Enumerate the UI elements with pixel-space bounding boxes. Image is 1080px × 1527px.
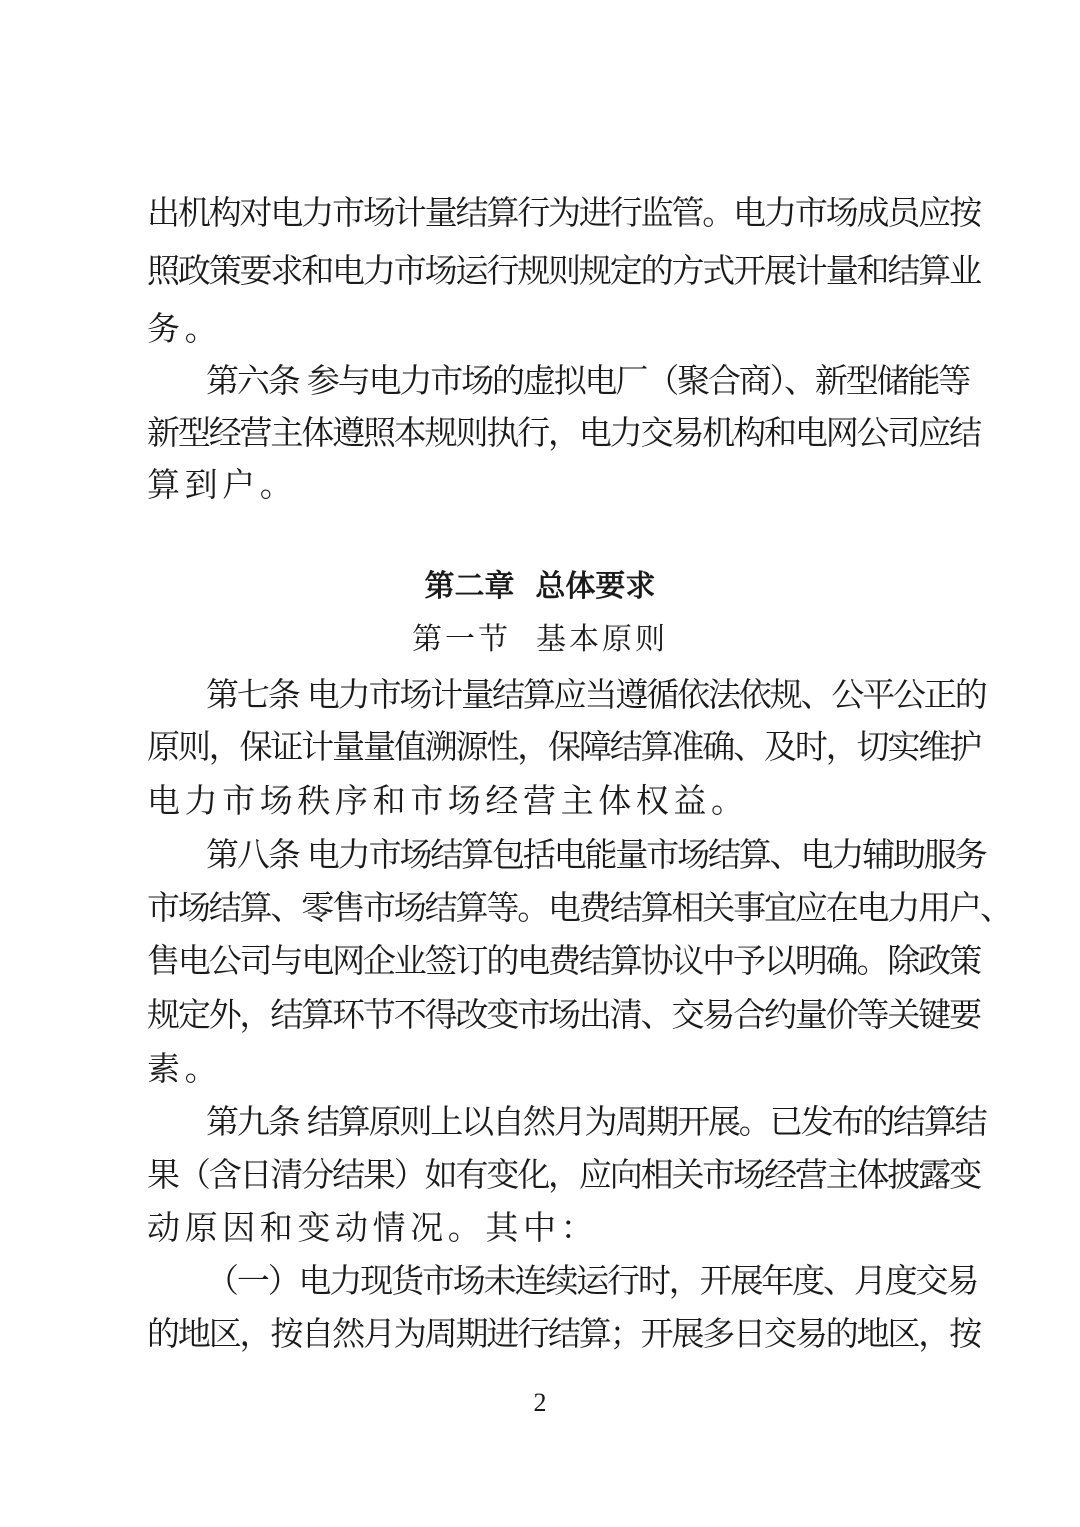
text-line: 素。 (147, 1049, 223, 1088)
chapter-title: 第二章 总体要求 (424, 569, 656, 604)
text-line: 市场结算、零售市场结算等。电费结算相关事宜应在电力用户、 (147, 888, 1011, 927)
page-number: 2 (533, 1388, 547, 1417)
text-line: 规定外，结算环节不得改变市场出清、交易合约量价等关键要 (147, 995, 980, 1034)
text-line: 动原因和变动情况。其中： (147, 1208, 599, 1247)
text-line: 照政策要求和电力市场运行规则规定的方式开展计量和结算业 (147, 251, 980, 290)
text-line: 第六条 参与电力市场的虚拟电厂（聚合商）、新型储能等 (206, 361, 970, 400)
section-title: 第一节 基本原则 (411, 622, 669, 657)
text-line: 电力市场秩序和市场经营主体权益。 (147, 781, 749, 820)
text-line: 第八条 电力市场结算包括电能量市场结算、电力辅助服务 (206, 835, 986, 874)
text-line: （一）电力现货市场未连续运行时，开展年度、月度交易 (206, 1261, 978, 1300)
text-line: 售电公司与电网企业签订的电费结算协议中予以明确。除政策 (147, 941, 980, 980)
text-line: 第七条 电力市场计量结算应当遵循依法依规、公平公正的 (206, 675, 986, 714)
text-line: 出机构对电力市场计量结算行为进行监管。电力市场成员应按 (147, 193, 980, 232)
text-line: 果（含日清分结果）如有变化，应向相关市场经营主体披露变 (147, 1155, 980, 1194)
text-line: 算到户。 (147, 465, 298, 504)
text-line: 务。 (147, 309, 223, 348)
text-line: 新型经营主体遵照本规则执行，电力交易机构和电网公司应结 (147, 413, 980, 452)
text-line: 原则，保证计量量值溯源性，保障结算准确、及时，切实维护 (147, 727, 980, 766)
text-line: 第九条 结算原则上以自然月为周期开展。已发布的结算结 (206, 1102, 986, 1141)
text-line: 的地区，按自然月为周期进行结算；开展多日交易的地区，按 (147, 1314, 980, 1353)
